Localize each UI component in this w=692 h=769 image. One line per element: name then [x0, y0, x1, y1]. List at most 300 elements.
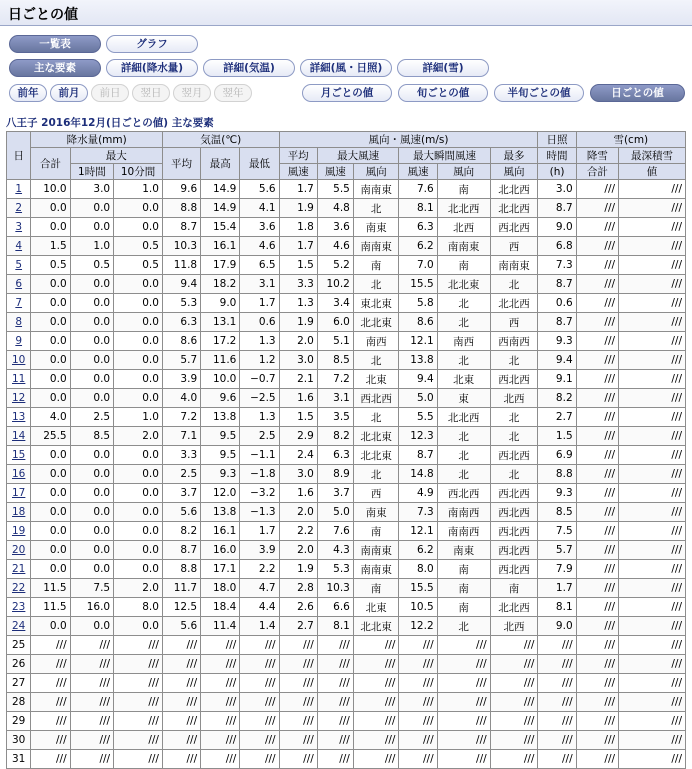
- data-cell: ///: [162, 674, 200, 693]
- data-cell: ///: [576, 484, 618, 503]
- data-cell: 18.2: [201, 275, 240, 294]
- data-cell: 1.7: [240, 294, 279, 313]
- data-cell: 北: [490, 427, 538, 446]
- data-cell: 北北西: [490, 199, 538, 218]
- data-cell: ///: [31, 712, 70, 731]
- day-link[interactable]: 19: [12, 525, 26, 537]
- data-cell: ///: [619, 408, 686, 427]
- prev-month-button[interactable]: 前月: [50, 84, 88, 102]
- table-row: [7, 370, 686, 389]
- data-cell: 0.0: [31, 522, 70, 541]
- day-cell: [7, 674, 31, 693]
- daily-data-table: [6, 131, 686, 769]
- data-cell: 5.8: [399, 294, 437, 313]
- data-cell: 7.6: [399, 180, 437, 199]
- detail-wind-sunshine-button[interactable]: 詳細(風・日照): [300, 59, 392, 77]
- data-cell: 2.2: [279, 522, 317, 541]
- data-cell: 12.2: [399, 617, 437, 636]
- data-cell: ///: [576, 256, 618, 275]
- data-cell: 5.0: [399, 389, 437, 408]
- data-cell: ///: [162, 731, 200, 750]
- table-row: [7, 484, 686, 503]
- data-cell: 16.1: [201, 237, 240, 256]
- data-cell: 0.0: [114, 313, 163, 332]
- data-cell: 11.5: [31, 579, 70, 598]
- data-cell: 1.9: [279, 313, 317, 332]
- data-cell: 2.4: [279, 446, 317, 465]
- data-cell: 0.0: [70, 484, 113, 503]
- data-cell: ///: [70, 655, 113, 674]
- data-cell: 0.0: [114, 351, 163, 370]
- data-cell: 1.0: [70, 237, 113, 256]
- data-cell: 0.5: [31, 256, 70, 275]
- data-cell: 8.7: [162, 541, 200, 560]
- data-cell: ///: [576, 674, 618, 693]
- data-cell: ///: [619, 218, 686, 237]
- data-cell: ///: [201, 750, 240, 769]
- day-link[interactable]: 5: [15, 259, 23, 271]
- day-link[interactable]: 22: [12, 582, 26, 594]
- data-cell: 7.2: [317, 370, 353, 389]
- data-cell: 0.0: [114, 522, 163, 541]
- data-cell: 5.5: [317, 180, 353, 199]
- data-cell: 0.0: [114, 389, 163, 408]
- day-cell: [7, 465, 31, 484]
- header-precip-max: 最大: [70, 148, 162, 164]
- day-link[interactable]: 17: [12, 487, 26, 499]
- data-cell: ///: [353, 636, 399, 655]
- header-1hour: 1時間: [70, 164, 113, 180]
- data-cell: ///: [162, 712, 200, 731]
- data-cell: ///: [162, 636, 200, 655]
- data-cell: 北: [353, 199, 399, 218]
- detail-snow-button[interactable]: 詳細(雪): [397, 59, 489, 77]
- graph-view-button[interactable]: グラフ: [106, 35, 198, 53]
- data-cell: 0.0: [114, 503, 163, 522]
- data-cell: 北: [437, 427, 490, 446]
- data-cell: 8.7: [162, 218, 200, 237]
- data-cell: 3.0: [538, 180, 576, 199]
- data-cell: ///: [201, 731, 240, 750]
- data-cell: 7.6: [317, 522, 353, 541]
- data-cell: 1.0: [114, 408, 163, 427]
- data-cell: 2.6: [279, 598, 317, 617]
- data-cell: 北西: [490, 389, 538, 408]
- data-cell: 13.1: [201, 313, 240, 332]
- data-cell: 1.5: [279, 408, 317, 427]
- data-cell: ///: [31, 750, 70, 769]
- data-cell: ///: [576, 408, 618, 427]
- data-cell: 12.5: [162, 598, 200, 617]
- data-cell: 2.9: [279, 427, 317, 446]
- data-cell: ///: [279, 636, 317, 655]
- data-cell: 南南東: [437, 237, 490, 256]
- day-cell: [7, 598, 31, 617]
- day-cell: [7, 332, 31, 351]
- data-cell: 13.8: [399, 351, 437, 370]
- data-cell: 12.3: [399, 427, 437, 446]
- day-link[interactable]: 11: [12, 373, 26, 385]
- data-cell: ///: [576, 465, 618, 484]
- data-cell: ///: [576, 427, 618, 446]
- data-cell: ///: [619, 446, 686, 465]
- data-cell: ///: [353, 674, 399, 693]
- data-cell: 25.5: [31, 427, 70, 446]
- detail-temperature-button[interactable]: 詳細(気温): [203, 59, 295, 77]
- data-cell: 0.0: [31, 617, 70, 636]
- header-snowfall-total: 合計: [576, 164, 618, 180]
- table-row: [7, 465, 686, 484]
- header-max-wind-speed: 風速: [317, 164, 353, 180]
- data-cell: 12.0: [201, 484, 240, 503]
- data-cell: 3.6: [240, 218, 279, 237]
- day-link[interactable]: 9: [15, 335, 23, 347]
- data-cell: 13.8: [201, 408, 240, 427]
- data-cell: 3.0: [279, 465, 317, 484]
- data-cell: 0.0: [70, 389, 113, 408]
- data-cell: 3.7: [162, 484, 200, 503]
- data-cell: ///: [114, 655, 163, 674]
- data-cell: 10.0: [31, 180, 70, 199]
- data-cell: ///: [619, 256, 686, 275]
- data-cell: 8.7: [538, 313, 576, 332]
- day-cell: [7, 655, 31, 674]
- data-cell: 3.0: [279, 351, 317, 370]
- data-cell: ///: [240, 693, 279, 712]
- data-cell: 1.5: [31, 237, 70, 256]
- data-cell: 0.0: [70, 541, 113, 560]
- data-cell: ///: [538, 674, 576, 693]
- data-cell: 北: [353, 465, 399, 484]
- data-cell: ///: [490, 731, 538, 750]
- data-cell: 西北西: [490, 484, 538, 503]
- data-cell: 3.1: [240, 275, 279, 294]
- day-link[interactable]: 8: [15, 316, 23, 328]
- data-cell: 8.5: [538, 503, 576, 522]
- next-year-button: 翌年: [214, 84, 252, 102]
- data-cell: 西北西: [353, 389, 399, 408]
- data-cell: ///: [114, 712, 163, 731]
- data-cell: ///: [576, 313, 618, 332]
- data-cell: ///: [576, 389, 618, 408]
- data-cell: 0.0: [31, 218, 70, 237]
- data-cell: ///: [399, 750, 437, 769]
- data-cell: 0.0: [31, 351, 70, 370]
- data-cell: ///: [317, 750, 353, 769]
- list-view-button[interactable]: 一覧表: [9, 35, 101, 53]
- data-cell: 北北東: [353, 427, 399, 446]
- data-cell: ///: [162, 750, 200, 769]
- monthly-values-button[interactable]: 月ごとの値: [302, 84, 392, 102]
- header-most-direction: 最多: [490, 148, 538, 164]
- data-cell: ///: [490, 655, 538, 674]
- data-cell: 0.0: [31, 294, 70, 313]
- data-cell: 8.6: [399, 313, 437, 332]
- data-cell: 東: [437, 389, 490, 408]
- header-wind: 風向・風速(m/s): [279, 132, 538, 148]
- data-cell: 9.5: [201, 427, 240, 446]
- data-cell: 西北西: [490, 522, 538, 541]
- data-cell: ///: [399, 731, 437, 750]
- table-row: [7, 693, 686, 712]
- data-cell: 14.8: [399, 465, 437, 484]
- data-cell: ///: [619, 503, 686, 522]
- data-cell: 17.1: [201, 560, 240, 579]
- data-cell: 10.3: [317, 579, 353, 598]
- table-row: [7, 275, 686, 294]
- data-cell: 11.6: [201, 351, 240, 370]
- data-cell: ///: [619, 712, 686, 731]
- data-cell: ///: [31, 693, 70, 712]
- table-row: [7, 598, 686, 617]
- data-cell: 1.7: [240, 522, 279, 541]
- header-temp-min: 最低: [240, 148, 279, 180]
- data-cell: 0.0: [114, 332, 163, 351]
- data-cell: 南南東: [353, 180, 399, 199]
- day-link[interactable]: 20: [12, 544, 26, 556]
- data-cell: ///: [201, 636, 240, 655]
- day-link[interactable]: 6: [15, 278, 23, 290]
- header-sunshine: 日照: [538, 132, 576, 148]
- table-row: [7, 218, 686, 237]
- main-elements-button[interactable]: 主な要素: [9, 59, 101, 77]
- data-cell: 7.3: [399, 503, 437, 522]
- table-row: [7, 712, 686, 731]
- data-cell: 9.5: [201, 446, 240, 465]
- data-cell: 8.5: [70, 427, 113, 446]
- data-cell: 0.0: [114, 199, 163, 218]
- data-cell: 0.0: [31, 199, 70, 218]
- day-link[interactable]: 1: [15, 183, 23, 195]
- data-cell: 15.5: [399, 275, 437, 294]
- data-cell: ///: [437, 731, 490, 750]
- data-cell: 南東: [353, 218, 399, 237]
- five-day-values-button[interactable]: 半旬ごとの値: [494, 84, 584, 102]
- data-cell: 10.0: [201, 370, 240, 389]
- data-cell: 1.7: [538, 579, 576, 598]
- header-gust-dir: 風向: [437, 164, 490, 180]
- data-cell: ///: [576, 370, 618, 389]
- data-cell: 西: [353, 484, 399, 503]
- data-cell: 4.9: [399, 484, 437, 503]
- data-cell: ///: [490, 636, 538, 655]
- data-cell: 9.3: [201, 465, 240, 484]
- data-cell: 0.6: [240, 313, 279, 332]
- data-cell: ///: [576, 503, 618, 522]
- ten-day-values-button[interactable]: 旬ごとの値: [398, 84, 488, 102]
- day-cell: [7, 199, 31, 218]
- data-cell: 4.6: [240, 237, 279, 256]
- data-cell: ///: [619, 370, 686, 389]
- data-cell: 4.4: [240, 598, 279, 617]
- data-cell: 北北西: [490, 294, 538, 313]
- data-cell: ///: [437, 674, 490, 693]
- day-link[interactable]: 10: [12, 354, 26, 366]
- data-cell: 0.0: [70, 332, 113, 351]
- day-cell: [7, 408, 31, 427]
- data-cell: 北東: [353, 370, 399, 389]
- data-cell: 2.0: [114, 427, 163, 446]
- data-cell: ///: [619, 199, 686, 218]
- data-cell: 北: [437, 465, 490, 484]
- data-cell: ///: [70, 750, 113, 769]
- data-cell: 6.3: [399, 218, 437, 237]
- data-cell: 北北東: [353, 313, 399, 332]
- table-row: [7, 674, 686, 693]
- data-cell: 8.1: [399, 199, 437, 218]
- day-label: 26: [12, 658, 26, 670]
- data-cell: 0.0: [31, 389, 70, 408]
- data-cell: 2.8: [279, 579, 317, 598]
- data-cell: 0.5: [70, 256, 113, 275]
- data-cell: ///: [576, 294, 618, 313]
- table-row: [7, 731, 686, 750]
- data-cell: 南南東: [490, 256, 538, 275]
- data-cell: 6.6: [317, 598, 353, 617]
- day-link[interactable]: 7: [15, 297, 23, 309]
- data-cell: ///: [162, 655, 200, 674]
- data-cell: ///: [619, 522, 686, 541]
- data-cell: 4.7: [240, 579, 279, 598]
- data-cell: 11.5: [31, 598, 70, 617]
- data-cell: 南: [353, 256, 399, 275]
- data-cell: ///: [490, 750, 538, 769]
- data-cell: 1.9: [279, 560, 317, 579]
- day-cell: [7, 522, 31, 541]
- data-cell: 4.3: [317, 541, 353, 560]
- table-subtitle: 八王子 2016年12月(日ごとの値) 主な要素: [6, 117, 214, 129]
- data-cell: 北: [437, 313, 490, 332]
- data-cell: 南: [437, 598, 490, 617]
- prev-day-button: 前日: [91, 84, 129, 102]
- data-cell: 5.3: [317, 560, 353, 579]
- data-cell: ///: [538, 712, 576, 731]
- data-cell: 西南西: [490, 332, 538, 351]
- data-cell: 0.0: [31, 503, 70, 522]
- data-cell: ///: [279, 693, 317, 712]
- data-cell: 北: [353, 408, 399, 427]
- data-cell: 10.5: [399, 598, 437, 617]
- data-cell: 5.0: [317, 503, 353, 522]
- data-cell: 1.3: [240, 408, 279, 427]
- table-row: [7, 294, 686, 313]
- data-cell: ///: [317, 636, 353, 655]
- day-cell: [7, 237, 31, 256]
- data-cell: 1.2: [240, 351, 279, 370]
- detail-precipitation-button[interactable]: 詳細(降水量): [106, 59, 198, 77]
- data-cell: −3.2: [240, 484, 279, 503]
- data-cell: 7.1: [162, 427, 200, 446]
- data-cell: 3.3: [279, 275, 317, 294]
- data-cell: ///: [279, 750, 317, 769]
- data-cell: 6.2: [399, 237, 437, 256]
- header-snow-depth: 最深積雪: [619, 148, 686, 164]
- data-cell: 5.3: [162, 294, 200, 313]
- data-cell: 南: [437, 180, 490, 199]
- day-label: 29: [12, 715, 26, 727]
- data-cell: −2.5: [240, 389, 279, 408]
- data-cell: ///: [317, 674, 353, 693]
- day-link[interactable]: 3: [15, 221, 23, 233]
- data-cell: 8.7: [538, 199, 576, 218]
- day-link[interactable]: 18: [12, 506, 26, 518]
- day-label: 30: [12, 734, 26, 746]
- data-cell: ///: [490, 693, 538, 712]
- day-link[interactable]: 12: [12, 392, 26, 404]
- data-cell: 3.9: [162, 370, 200, 389]
- table-row: [7, 237, 686, 256]
- data-cell: 6.9: [538, 446, 576, 465]
- data-cell: ///: [619, 332, 686, 351]
- data-cell: ///: [576, 237, 618, 256]
- data-cell: 14.9: [201, 199, 240, 218]
- data-cell: ///: [619, 484, 686, 503]
- data-cell: ///: [538, 693, 576, 712]
- data-cell: 0.0: [114, 275, 163, 294]
- data-cell: 西北西: [490, 541, 538, 560]
- table-row: [7, 446, 686, 465]
- data-cell: 0.0: [114, 294, 163, 313]
- data-cell: 北: [437, 294, 490, 313]
- day-link[interactable]: 21: [12, 563, 26, 575]
- daily-values-button[interactable]: 日ごとの値: [590, 84, 685, 102]
- data-cell: 3.6: [317, 218, 353, 237]
- data-cell: −0.7: [240, 370, 279, 389]
- data-cell: 0.0: [70, 351, 113, 370]
- data-cell: ///: [576, 275, 618, 294]
- data-cell: 南: [437, 560, 490, 579]
- data-cell: 6.2: [399, 541, 437, 560]
- data-cell: ///: [619, 636, 686, 655]
- header-temp: 気温(℃): [162, 132, 279, 148]
- data-cell: 1.5: [538, 427, 576, 446]
- data-cell: 3.1: [317, 389, 353, 408]
- day-link[interactable]: 14: [12, 430, 26, 442]
- data-cell: 北: [353, 275, 399, 294]
- day-link[interactable]: 13: [12, 411, 26, 423]
- data-cell: 南西: [353, 332, 399, 351]
- data-cell: 0.5: [114, 237, 163, 256]
- data-cell: 11.7: [162, 579, 200, 598]
- data-cell: 6.3: [162, 313, 200, 332]
- data-cell: 2.0: [279, 503, 317, 522]
- header-temp-avg: 平均: [162, 148, 200, 180]
- data-cell: ///: [576, 655, 618, 674]
- day-link[interactable]: 23: [12, 601, 26, 613]
- data-cell: 10.2: [317, 275, 353, 294]
- data-cell: 16.0: [201, 541, 240, 560]
- table-row: [7, 180, 686, 199]
- data-cell: ///: [279, 674, 317, 693]
- data-cell: 北北西: [437, 408, 490, 427]
- table-row: [7, 579, 686, 598]
- data-cell: ///: [576, 541, 618, 560]
- day-link[interactable]: 16: [12, 468, 26, 480]
- header-10min: 10分間: [114, 164, 163, 180]
- prev-year-button[interactable]: 前年: [9, 84, 47, 102]
- day-link[interactable]: 2: [15, 202, 23, 214]
- day-link[interactable]: 24: [12, 620, 26, 632]
- day-link[interactable]: 15: [12, 449, 26, 461]
- data-cell: ///: [538, 750, 576, 769]
- data-cell: 1.7: [279, 180, 317, 199]
- data-cell: 8.1: [538, 598, 576, 617]
- data-cell: 0.0: [70, 313, 113, 332]
- data-cell: 北: [490, 351, 538, 370]
- data-cell: 南南西: [437, 522, 490, 541]
- data-cell: 0.0: [114, 560, 163, 579]
- day-link[interactable]: 4: [15, 240, 23, 252]
